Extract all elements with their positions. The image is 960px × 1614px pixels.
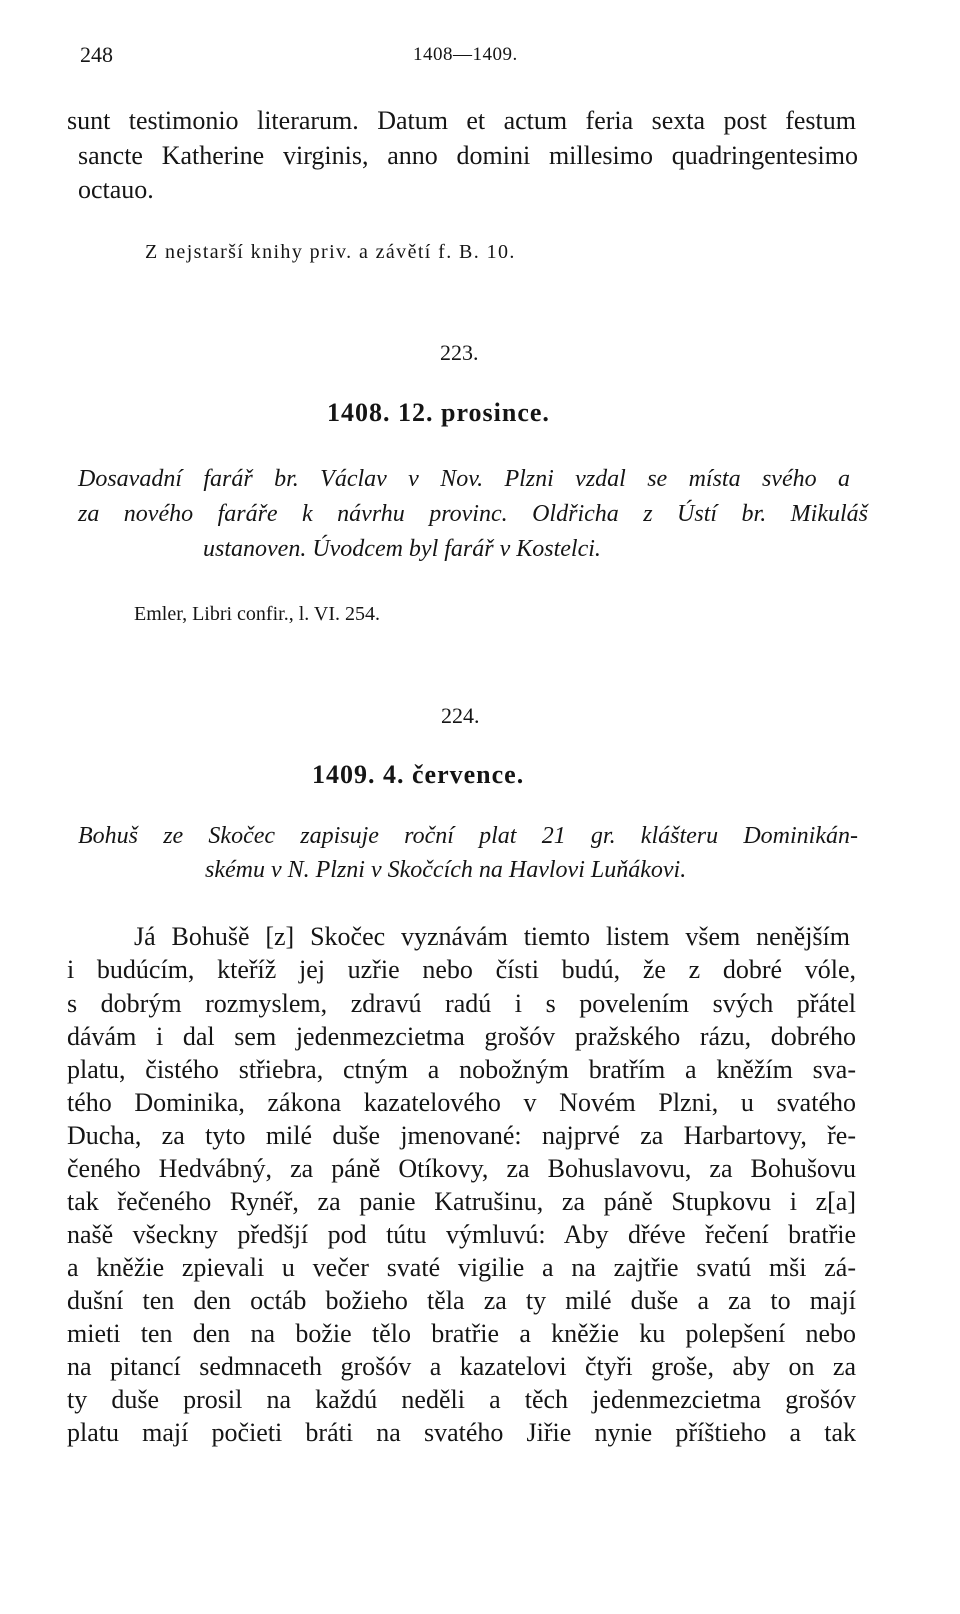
regest-line: skému v N. Plzni v Skočcích na Havlovi Luňákovi. xyxy=(205,857,687,883)
body-line: Já Bohušě [z] Skočec vyznávám tiemto listem všem nenějším xyxy=(134,922,850,951)
body-line: tého Dominika, zákona kazatelového v Novém Plzni, u svatého xyxy=(67,1088,856,1117)
body-line: tak řečeného Rynéř, za panie Katrušinu, za páně Stupkovu i z[a] xyxy=(67,1187,856,1216)
source-note: Emler, Libri confir., l. VI. 254. xyxy=(134,603,381,625)
document-date: 1408. 12. prosince. xyxy=(327,398,550,427)
source-note: Z nejstarší knihy priv. a závětí f. B. 10. xyxy=(145,241,516,263)
body-line: dávám i dal sem jedenmezcietma grošóv pražského rázu, dobrého xyxy=(67,1022,856,1051)
regest-line: Dosavadní farář br. Václav v Nov. Plzni vzdal se místa svého a xyxy=(78,466,850,492)
body-line: mieti ten den na božie tělo bratřie a kněžie ku polepšení nebo xyxy=(67,1319,856,1348)
running-head: 1408—1409. xyxy=(413,44,518,65)
regest-line: za nového faráře k návrhu provinc. Oldřicha z Ústí br. Mikuláš xyxy=(78,501,868,527)
document-date: 1409. 4. července. xyxy=(312,760,525,789)
body-line: ty duše prosil na každú neděli a těch jedenmezcietma grošóv xyxy=(67,1385,856,1414)
body-line: čeného Hedvábný, za páně Otíkovy, za Bohuslavovu, za Bohušovu xyxy=(67,1154,856,1183)
regest-line: Bohuš ze Skočec zapisuje roční plat 21 gr. klášteru Dominikán- xyxy=(78,823,858,849)
body-line: na pitancí sedmnaceth grošóv a kazatelovi čtyři groše, aby on za xyxy=(67,1352,856,1381)
document-number: 224. xyxy=(441,703,480,728)
body-line: platu mají počieti bráti na svatého Jiřie nynie příštieho a tak xyxy=(67,1418,856,1447)
body-line: sancte Katherine virginis, anno domini millesimo quadringentesimo xyxy=(78,141,858,170)
body-line: sunt testimonio literarum. Datum et actum feria sexta post festum xyxy=(67,106,856,135)
body-line: s dobrým rozmyslem, zdravú radú i s povelením svých přátel xyxy=(67,989,856,1018)
body-line: octauo. xyxy=(78,175,154,204)
body-line: i budúcím, kteříž jej uzřie nebo čísti budú, že z dobré vóle, xyxy=(67,955,856,984)
body-line: dušní ten den octáb božieho těla za ty milé duše a za to mají xyxy=(67,1286,856,1315)
body-line: a kněžie zpievali u večer svaté vigilie a na zajtřie svatú mši zá- xyxy=(67,1253,856,1282)
body-line: platu, čistého střiebra, ctným a nobožným bratřím a kněžím sva- xyxy=(67,1055,856,1084)
body-line: našě všeckny předšjí pod tútu výmluvú: Aby dřéve řečení bratřie xyxy=(67,1220,856,1249)
regest-line: ustanoven. Úvodcem byl farář v Kostelci. xyxy=(203,536,601,562)
page-number: 248 xyxy=(80,42,113,67)
body-line: Ducha, za tyto milé duše jmenované: najprvé za Harbartovy, ře- xyxy=(67,1121,856,1150)
document-number: 223. xyxy=(440,340,479,365)
